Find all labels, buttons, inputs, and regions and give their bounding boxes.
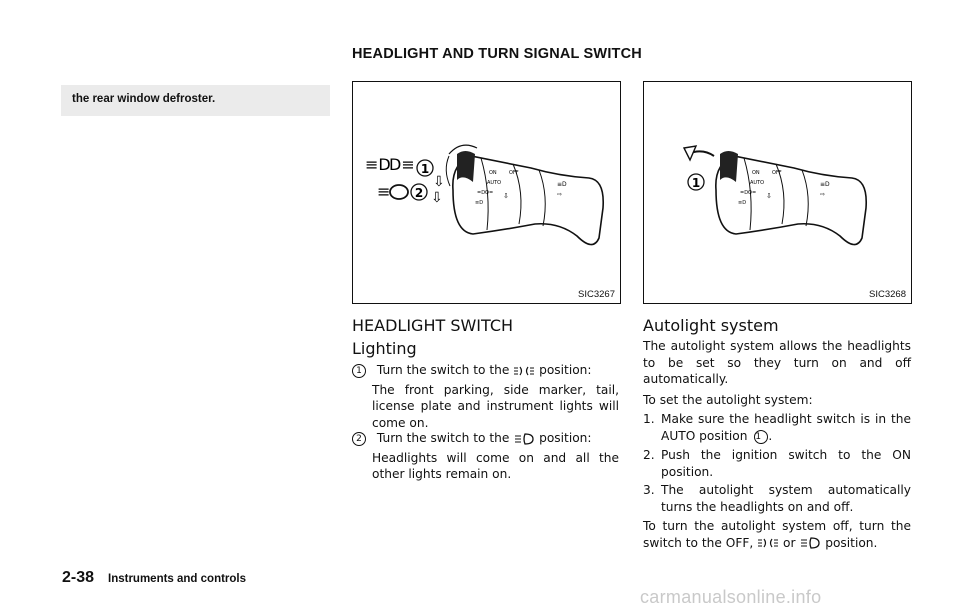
- item-tail: position:: [539, 431, 592, 445]
- svg-text:D≡: D≡: [389, 155, 415, 174]
- lighting-subheading: Lighting: [352, 339, 417, 358]
- figure-code: SIC3267: [578, 289, 615, 300]
- step-tail: .: [768, 428, 773, 443]
- autolight-intro: The autolight system allows the headlights to be set so they turn on and off automatically.: [643, 339, 911, 386]
- svg-text:=DO=: =DO=: [477, 190, 494, 196]
- step-number: 2.: [643, 448, 655, 462]
- lighting-item-2: [352, 430, 619, 483]
- svg-text:AUTO: AUTO: [487, 180, 502, 186]
- callout-number: 2: [352, 432, 366, 446]
- svg-text:≡D: ≡D: [365, 155, 391, 174]
- step-text: The autolight system automatically turns the headlights on and off.: [661, 483, 911, 514]
- autolight-off-instructions: [643, 518, 911, 551]
- lighting-switch-illustration: [353, 82, 620, 303]
- autolight-heading: Autolight system: [643, 316, 779, 335]
- svg-text:1: 1: [691, 176, 701, 190]
- step-text: Make sure the headlight switch is in the AUTO position: [661, 412, 911, 443]
- callout-ref: 1: [754, 430, 768, 444]
- item-lead: Turn the switch to the: [376, 431, 510, 445]
- autolight-step-2: [643, 447, 911, 480]
- continued-note-text: the rear window defroster.: [72, 93, 216, 105]
- svg-text:≡D: ≡D: [738, 200, 747, 206]
- callout-number: 1: [352, 364, 366, 378]
- svg-text:⇩: ⇩: [766, 192, 772, 200]
- item-description: The front parking, side marker, tail, license plate and instrument lights will come on.: [372, 382, 619, 430]
- parking-light-icon: [513, 365, 535, 377]
- continued-note-box: [61, 85, 330, 116]
- svg-text:ON: ON: [752, 170, 760, 176]
- svg-text:OFF: OFF: [509, 170, 519, 176]
- autolight-setup-label: To set the autolight system:: [643, 393, 813, 407]
- item-tail: position:: [539, 363, 592, 377]
- figure-code: SIC3268: [869, 289, 906, 300]
- off-lead: To turn the autolight system off, turn the switch to the OFF,: [643, 519, 911, 550]
- step-text: Push the ignition switch to the ON position.: [661, 448, 911, 479]
- headlight-icon: [513, 433, 535, 445]
- svg-text:⇩: ⇩: [431, 190, 443, 206]
- autolight-step-1: [643, 411, 911, 444]
- autolight-step-3: [643, 482, 911, 515]
- headlight-switch-heading: HEADLIGHT SWITCH: [352, 316, 514, 335]
- item-description: Headlights will come on and all the other lights remain on.: [372, 450, 619, 481]
- item-lead: Turn the switch to the: [376, 363, 510, 377]
- parking-light-icon: [757, 537, 779, 549]
- watermark: carmanualsonline.info: [640, 587, 822, 607]
- svg-text:OFF: OFF: [772, 170, 782, 176]
- step-number: 3.: [643, 483, 655, 497]
- svg-text:1: 1: [420, 162, 430, 176]
- step-number: 1.: [643, 412, 655, 426]
- off-tail: position.: [825, 535, 878, 550]
- headlight-icon: [799, 537, 821, 549]
- svg-text:≡D: ≡D: [820, 181, 830, 188]
- svg-text:⇨: ⇨: [820, 191, 826, 198]
- figure-autolight-switch: [643, 81, 912, 304]
- svg-text:≡D: ≡D: [557, 181, 567, 188]
- svg-text:AUTO: AUTO: [750, 180, 765, 186]
- svg-text:ON: ON: [489, 170, 497, 176]
- svg-text:⇩: ⇩: [433, 174, 445, 190]
- page-number: 2-38: [62, 569, 95, 586]
- section-title: HEADLIGHT AND TURN SIGNAL SWITCH: [352, 46, 642, 62]
- figure-lighting-switch: [352, 81, 621, 304]
- svg-text:≡: ≡: [377, 182, 391, 201]
- svg-text:⇨: ⇨: [557, 191, 563, 198]
- svg-text:2: 2: [414, 186, 424, 200]
- svg-text:=DO=: =DO=: [740, 190, 757, 196]
- lighting-item-1: [352, 362, 619, 431]
- off-or: or: [783, 535, 796, 550]
- svg-text:⇩: ⇩: [503, 192, 509, 200]
- chapter-label: Instruments and controls: [108, 573, 247, 585]
- autolight-switch-illustration: [644, 82, 911, 303]
- svg-text:≡D: ≡D: [475, 200, 484, 206]
